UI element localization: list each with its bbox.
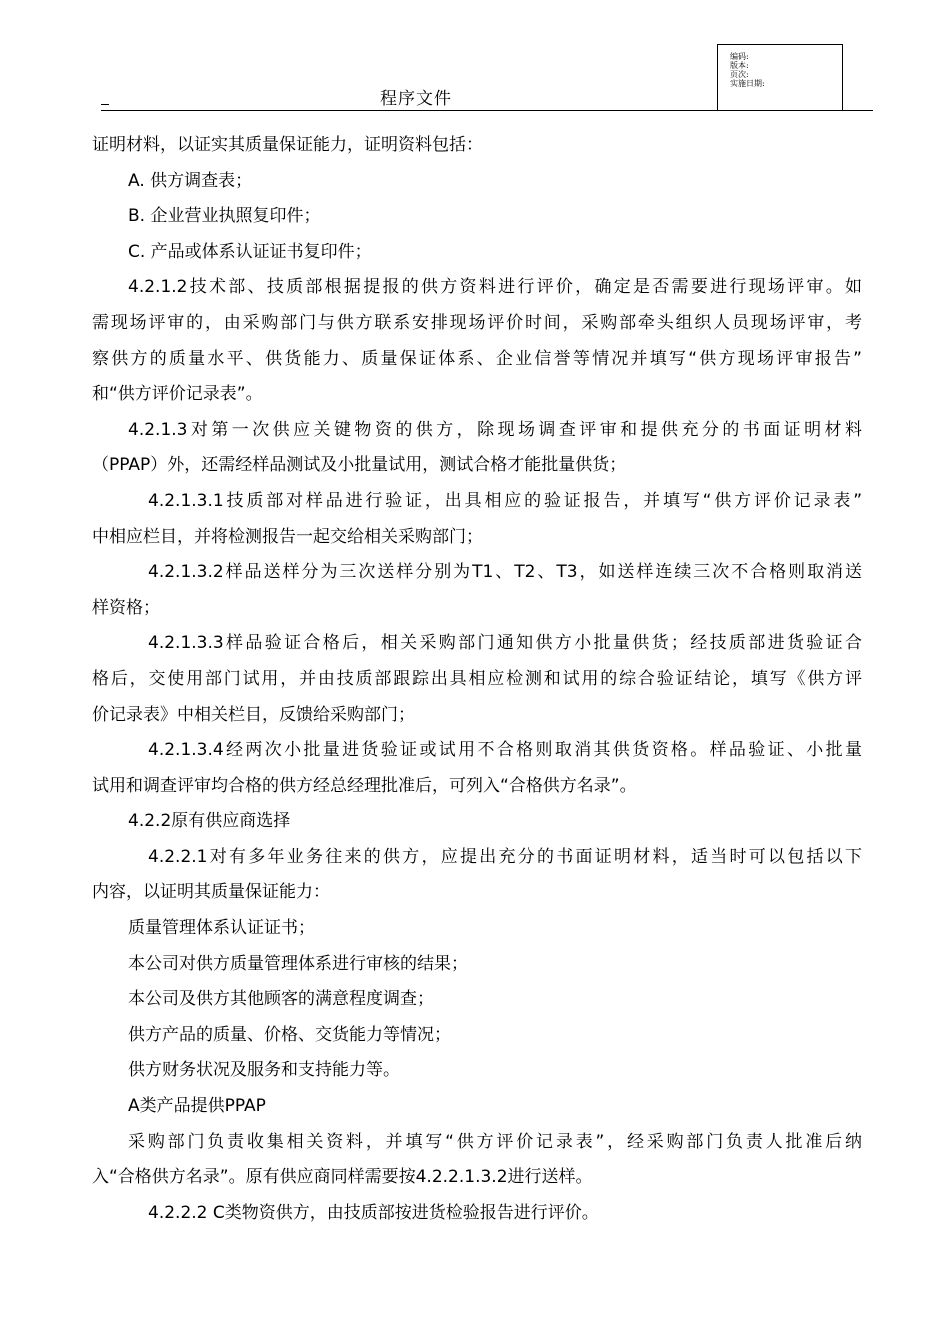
header-divider — [101, 110, 873, 111]
text-line: 价记录表》中相关栏目，反馈给采购部门； — [92, 704, 415, 725]
text-line: 4.2.1.3.3样品验证合格后，相关采购部门通知供方小批量供货；经技质部进货验证合 — [148, 633, 862, 654]
doc-date-label: 实施日期: — [730, 79, 765, 88]
text-line: 和“供方评价记录表”。 — [92, 384, 263, 405]
text-line: 4.2.1.3.2样品送样分为三次送样分别为T1、T2、T3，如送样连续三次不合格则取消送 — [148, 562, 862, 583]
text-line: 本公司及供方其他顾客的满意程度调查； — [128, 989, 434, 1010]
text-line: B. 企业营业执照复印件； — [128, 206, 321, 227]
doc-version-label: 版本: — [730, 61, 749, 70]
text-line: 内容，以证明其质量保证能力： — [92, 882, 330, 903]
text-line: A. 供方调查表； — [128, 170, 253, 191]
doc-page-label: 页次: — [730, 70, 749, 79]
text-line: 4.2.1.3.4经两次小批量进货验证或试用不合格则取消其供货资格。样品验证、小批量 — [148, 740, 862, 761]
header-divider-tick — [101, 104, 109, 105]
text-line: 质量管理体系认证证书； — [128, 918, 315, 939]
text-line: 4.2.1.3对第一次供应关键物资的供方，除现场调查评审和提供充分的书面证明材料 — [128, 419, 862, 440]
text-line: 采购部门负责收集相关资料，并填写“供方评价记录表”，经采购部门负责人批准后纳 — [128, 1131, 862, 1152]
document-body — [92, 128, 862, 1231]
page-title: 程序文件 — [380, 89, 452, 109]
text-line: 察供方的质量水平、供货能力、质量保证体系、企业信誉等情况并填写“供方现场评审报告” — [92, 348, 862, 369]
text-line: 证明材料，以证实其质量保证能力，证明资料包括： — [92, 135, 483, 155]
text-line: 入“合格供方名录”。原有供应商同样需要按4.2.2.1.3.2进行送样。 — [92, 1167, 593, 1188]
text-line: 4.2.2.2 C类物资供方，由技质部按进货检验报告进行评价。 — [148, 1202, 599, 1223]
text-line: 样资格； — [92, 597, 160, 618]
text-line: 4.2.2.1对有多年业务往来的供方，应提出充分的书面证明材料，适当时可以包括以下 — [148, 846, 862, 867]
text-line: 供方财务状况及服务和支持能力等。 — [128, 1060, 400, 1081]
text-line: 供方产品的质量、价格、交货能力等情况； — [128, 1024, 451, 1045]
doc-code-label: 编码: — [730, 52, 749, 61]
text-line: 需现场评审的，由采购部门与供方联系安排现场评价时间，采购部牵头组织人员现场评审，考 — [92, 312, 862, 333]
text-line: 试用和调查评审均合格的供方经总经理批准后，可列入“合格供方名录”。 — [92, 775, 637, 796]
text-line: A类产品提供PPAP — [128, 1096, 266, 1117]
text-line: （PPAP）外，还需经样品测试及小批量试用，测试合格才能批量供货； — [92, 455, 627, 476]
text-line: 4.2.1.2技术部、技质部根据提报的供方资料进行评价，确定是否需要进行现场评审。如 — [128, 277, 862, 298]
text-line: 中相应栏目，并将检测报告一起交给相关采购部门； — [92, 526, 483, 547]
text-line: 4.2.1.3.1技质部对样品进行验证，出具相应的验证报告，并填写“供方评价记录表” — [148, 490, 862, 511]
text-line: 格后，交使用部门试用，并由技质部跟踪出具相应检测和试用的综合验证结论，填写《供方评 — [92, 668, 862, 689]
text-line: 4.2.2原有供应商选择 — [128, 811, 291, 832]
text-line: 本公司对供方质量管理体系进行审核的结果； — [128, 953, 468, 974]
document-control-box — [717, 44, 843, 111]
text-line: C. 产品或体系认证证书复印件； — [128, 241, 372, 262]
